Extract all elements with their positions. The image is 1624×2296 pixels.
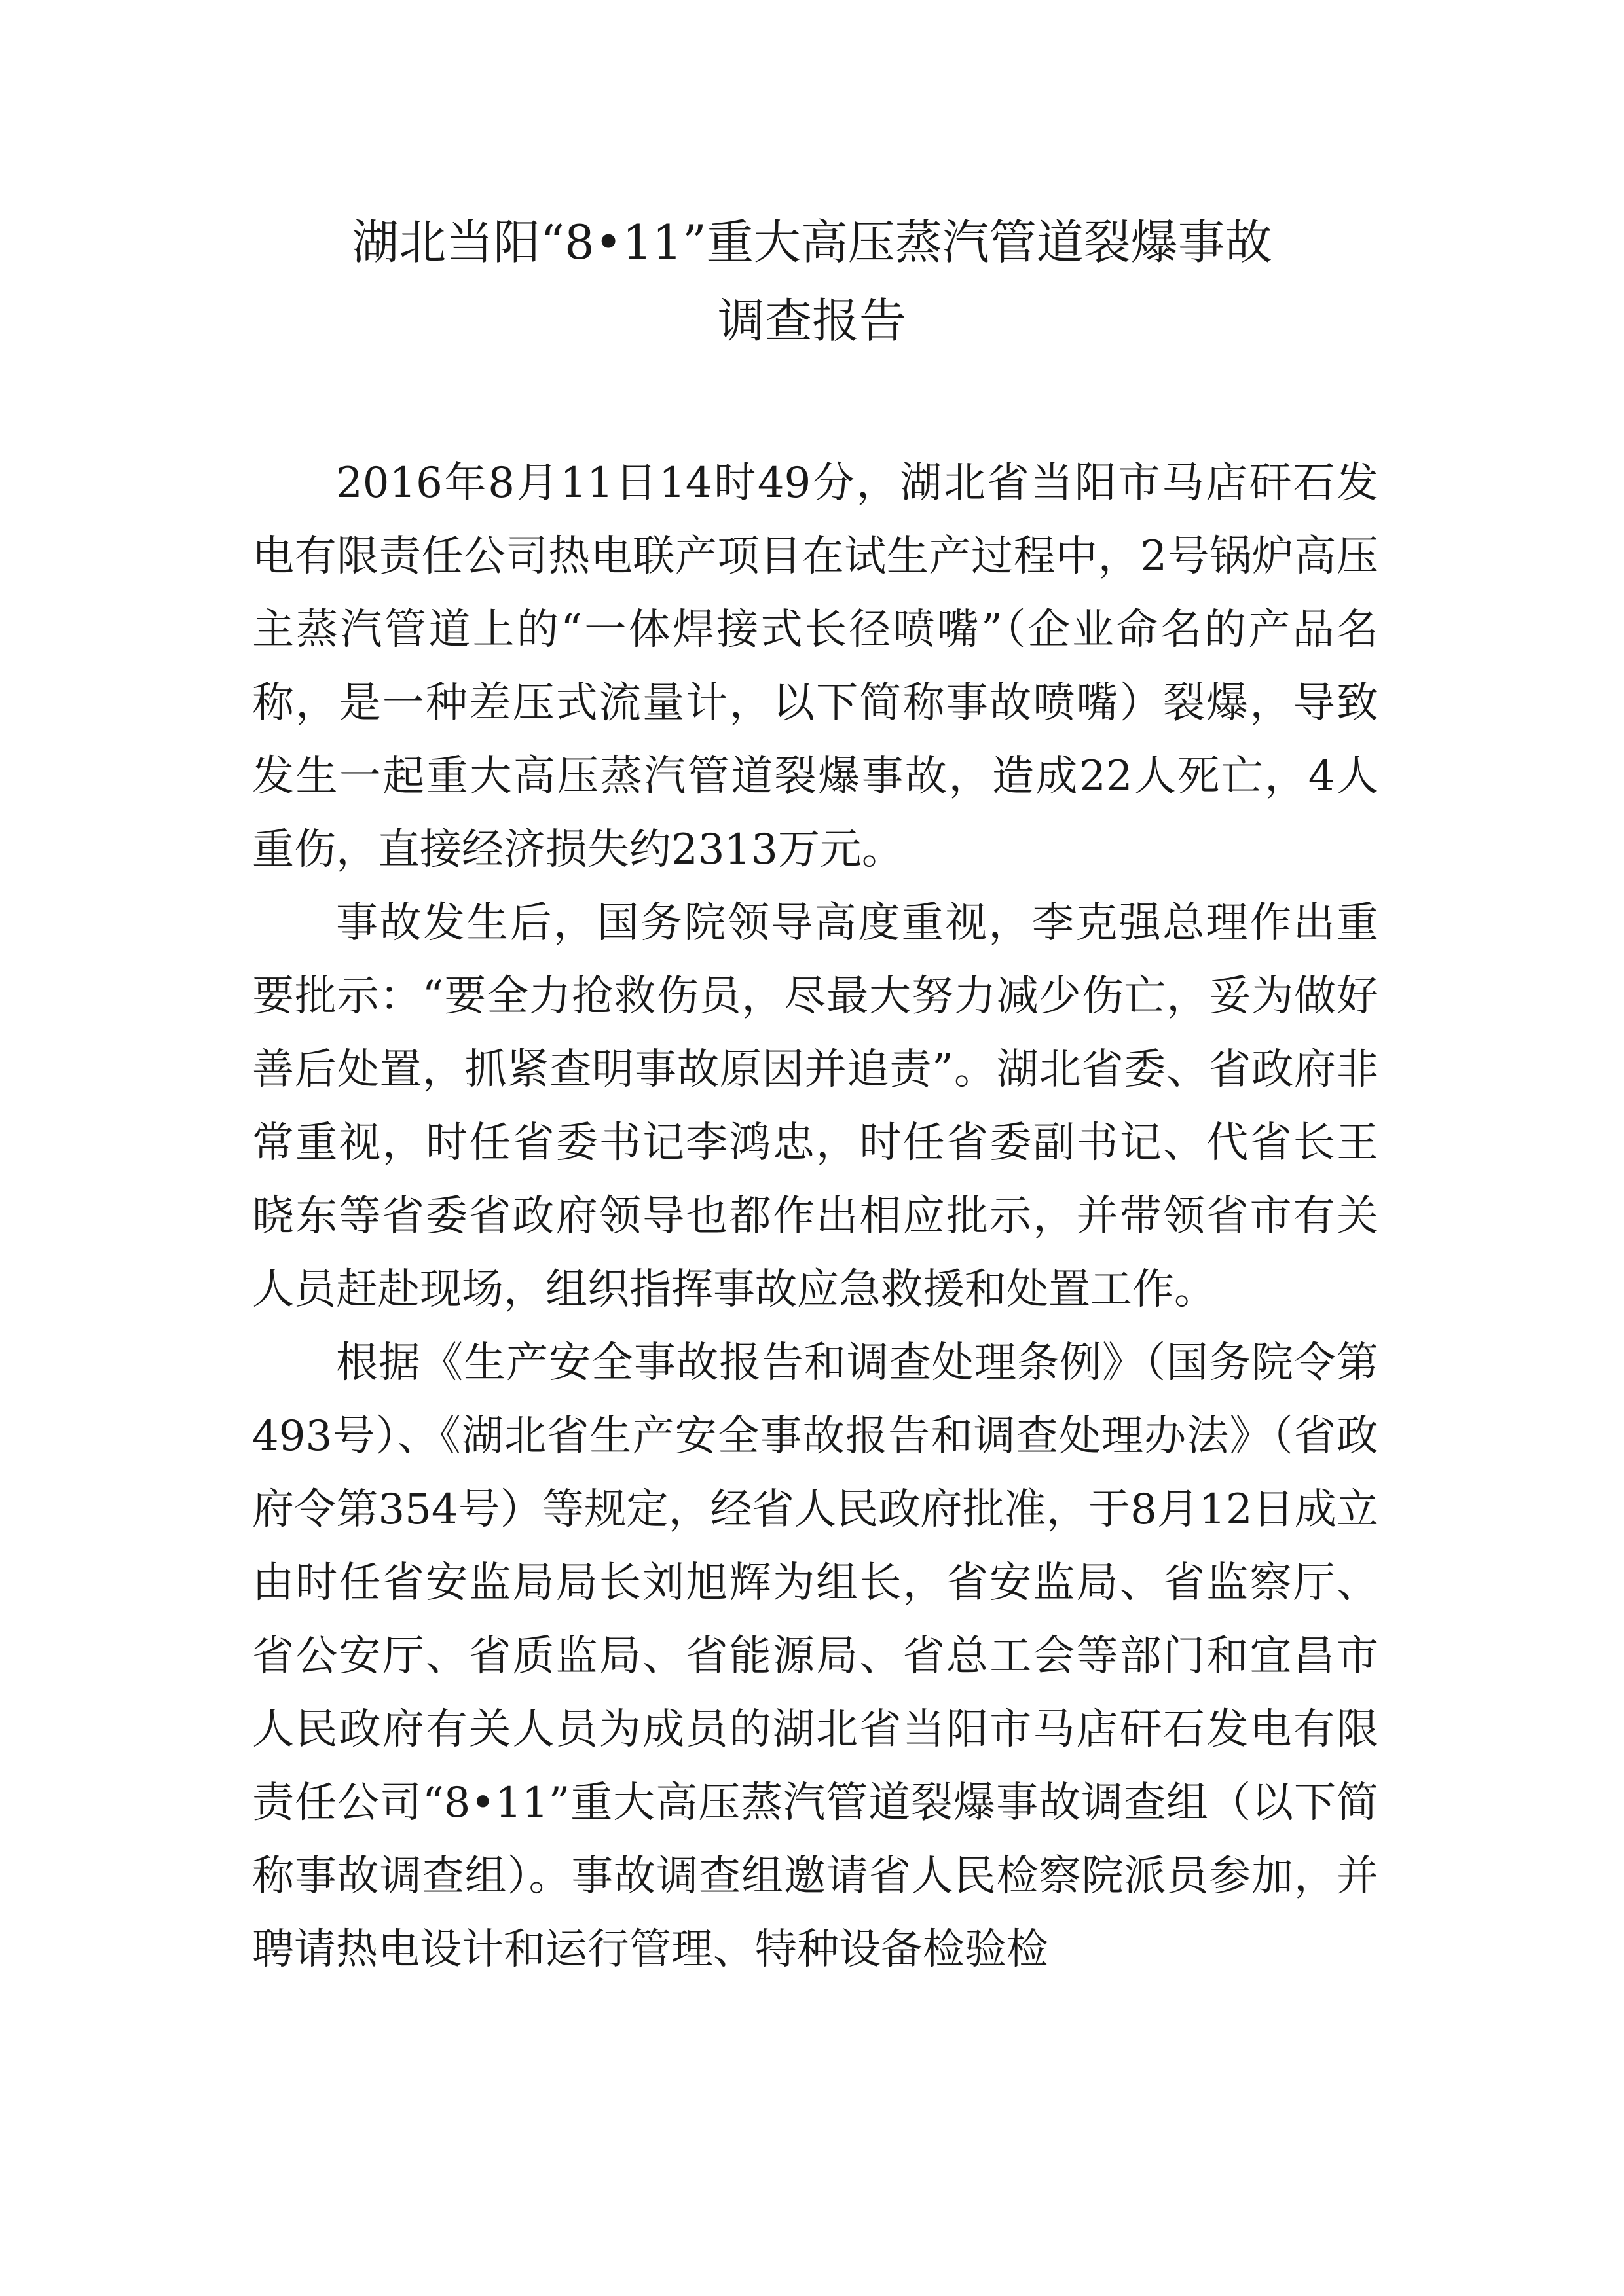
document-title-line-1: 湖北当阳“8•11”重大高压蒸汽管道裂爆事故 xyxy=(352,215,1272,270)
paragraph-leadership-response: 事故发生后，国务院领导高度重视，李克强总理作出重要批示：“要全力抢救伤员，尽最大努力减少伤亡，妥为做好善后处置，抓紧查明事故原因并追责”。湖北省委、省政府非常重视，时任省委书记李鸿忠，时任省委副书记、代省长王晓东等省委省政府领导也都作出相应批示，并带领省市有关人员赶赴现场，组织指挥事故应急救援和处置工作。 xyxy=(252,899,1378,1314)
paragraph-accident-summary: 2016年8月11日14时49分，湖北省当阳市马店矸石发电有限责任公司热电联产项目在试生产过程中，2号锅炉高压主蒸汽管道上的“一体焊接式长径喷嘴”（企业命名的产品名称，是一种差压式流量计，以下简称事故喷嘴）裂爆，导致发生一起重大高压蒸汽管道裂爆事故，造成22人死亡，4人重伤，直接经济损失约2313万元。 xyxy=(252,459,1378,874)
document-body xyxy=(252,446,1378,1986)
paragraph-investigation-team: 根据《生产安全事故报告和调查处理条例》（国务院令第493号）、《湖北省生产安全事故报告和调查处理办法》（省政府令第354号）等规定，经省人民政府批准，于8月12日成立由时任省安监局局长刘旭辉为组长，省安监局、省监察厅、省公安厅、省质监局、省能源局、省总工会等部门和宜昌市人民政府有关人员为成员的湖北省当阳市马店矸石发电有限责任公司“8•11”重大高压蒸汽管道裂爆事故调查组（以下简称事故调查组）。事故调查组邀请省人民检察院派员参加，并聘请热电设计和运行管理、特种设备检验检 xyxy=(252,1339,1378,1974)
document-title-line-2: 调查报告 xyxy=(717,293,906,348)
